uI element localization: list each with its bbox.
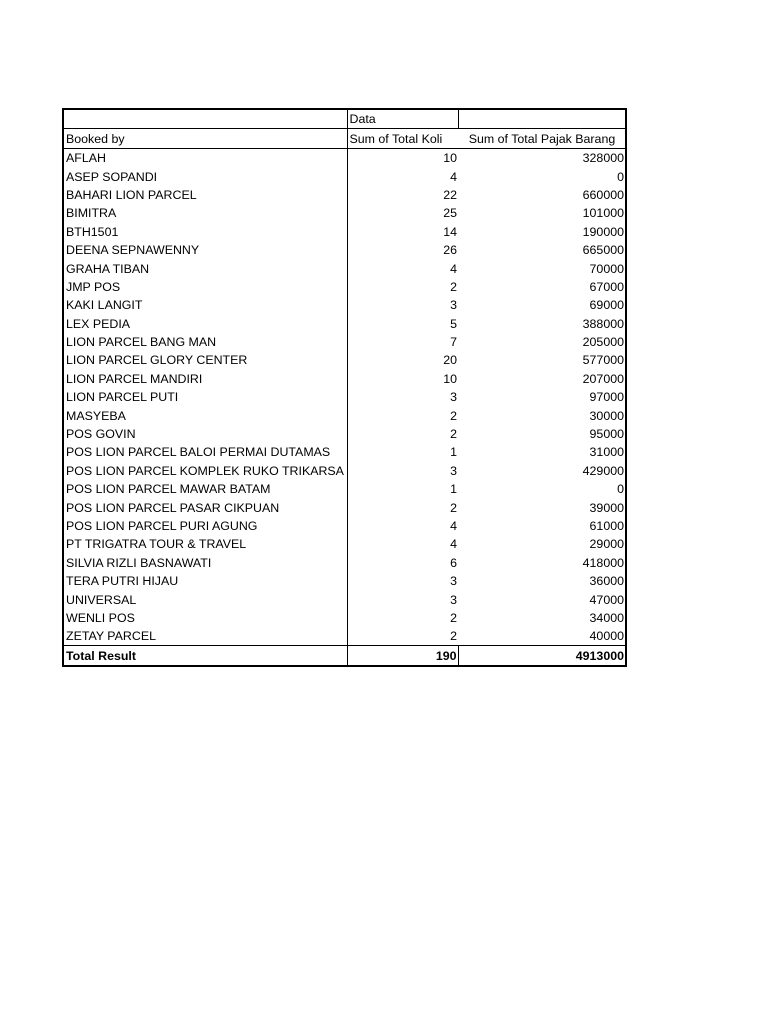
- table-row: [63, 222, 626, 240]
- total-pajak-barang-cell[interactable]: 39000: [589, 500, 624, 515]
- booked-by-cell[interactable]: GRAHA TIBAN: [66, 261, 150, 276]
- total-pajak-barang-cell[interactable]: 101000: [582, 206, 624, 221]
- total-koli-cell[interactable]: 2: [347, 609, 458, 627]
- table-row: [63, 461, 626, 479]
- total-pajak-barang-cell[interactable]: 577000: [582, 353, 624, 368]
- table-row: [63, 406, 626, 424]
- total-koli-cell[interactable]: 4: [347, 535, 458, 553]
- table-row: [63, 204, 626, 222]
- booked-by-cell[interactable]: LION PARCEL GLORY CENTER: [66, 353, 248, 368]
- total-koli-cell[interactable]: 14: [347, 222, 458, 240]
- total-koli-cell[interactable]: 10: [347, 148, 458, 167]
- table-row: [63, 498, 626, 516]
- booked-by-cell[interactable]: LION PARCEL BANG MAN: [66, 335, 217, 350]
- booked-by-cell[interactable]: POS LION PARCEL BALOI PERMAI DUTAMAS: [66, 445, 331, 460]
- total-koli-cell[interactable]: 2: [347, 627, 458, 646]
- header-sum-total-koli[interactable]: Sum of Total Koli: [347, 129, 458, 148]
- total-koli-cell[interactable]: 4: [347, 517, 458, 535]
- table-row: [63, 388, 626, 406]
- total-pajak-barang-cell[interactable]: 95000: [589, 427, 624, 442]
- total-pajak-barang-cell[interactable]: 429000: [582, 463, 624, 478]
- table-row: [63, 480, 626, 498]
- total-koli-cell[interactable]: 7: [347, 333, 458, 351]
- total-pajak-barang-cell[interactable]: 0: [617, 482, 624, 497]
- table-row: [63, 296, 626, 314]
- pivot-table: [62, 108, 627, 667]
- table-row: [63, 572, 626, 590]
- total-koli-cell[interactable]: 3: [347, 296, 458, 314]
- total-pajak-barang-cell[interactable]: 67000: [589, 279, 624, 294]
- total-pajak-barang-cell[interactable]: 34000: [589, 610, 624, 625]
- total-koli-cell[interactable]: 22: [347, 186, 458, 204]
- table-row: [63, 314, 626, 332]
- total-pajak-barang-cell[interactable]: 31000: [589, 445, 624, 460]
- total-pajak-barang-cell[interactable]: 70000: [589, 261, 624, 276]
- table-row: [63, 553, 626, 571]
- table-row: [63, 241, 626, 259]
- total-koli-cell[interactable]: 4: [347, 167, 458, 185]
- total-koli-cell[interactable]: 26: [347, 241, 458, 259]
- booked-by-cell[interactable]: DEENA SEPNAWENNY: [66, 243, 200, 258]
- total-pajak-barang-cell[interactable]: 47000: [589, 592, 624, 607]
- total-pajak-barang-cell[interactable]: 40000: [589, 629, 624, 644]
- booked-by-cell[interactable]: UNIVERSAL: [66, 592, 137, 607]
- booked-by-cell[interactable]: SILVIA RIZLI BASNAWATI: [66, 555, 212, 570]
- table-row: [63, 278, 626, 296]
- total-pajak-barang-cell[interactable]: 61000: [589, 518, 624, 533]
- table-row: [63, 517, 626, 535]
- total-pajak-barang-cell[interactable]: 660000: [582, 187, 624, 202]
- total-koli-cell[interactable]: 1: [347, 443, 458, 461]
- booked-by-cell[interactable]: LEX PEDIA: [66, 316, 131, 331]
- booked-by-cell[interactable]: MASYEBA: [66, 408, 126, 423]
- booked-by-cell[interactable]: ZETAY PARCEL: [66, 629, 156, 644]
- total-koli-cell[interactable]: 6: [347, 553, 458, 571]
- booked-by-cell[interactable]: AFLAH: [66, 151, 106, 166]
- booked-by-cell[interactable]: WENLI POS: [66, 610, 135, 625]
- header-booked-by[interactable]: Booked by: [63, 129, 347, 148]
- total-result-row: [63, 646, 626, 666]
- empty-corner-cell[interactable]: [63, 109, 347, 129]
- total-pajak-barang-cell[interactable]: 665000: [582, 243, 624, 258]
- pivot-column-header-row: [63, 129, 626, 148]
- total-koli-cell[interactable]: 2: [347, 425, 458, 443]
- booked-by-cell[interactable]: PT TRIGATRA TOUR & TRAVEL: [66, 537, 247, 552]
- total-koli-cell[interactable]: 10: [347, 369, 458, 387]
- total-pajak-barang-cell[interactable]: 328000: [582, 151, 624, 166]
- table-row: [63, 148, 626, 167]
- table-row: [63, 186, 626, 204]
- total-koli-cell[interactable]: 3: [347, 461, 458, 479]
- booked-by-cell[interactable]: POS LION PARCEL KOMPLEK RUKO TRIKARSA: [66, 463, 344, 478]
- booked-by-cell[interactable]: LION PARCEL PUTI: [66, 390, 179, 405]
- booked-by-cell[interactable]: ASEP SOPANDI: [66, 169, 158, 184]
- total-pajak-barang-cell[interactable]: 190000: [582, 224, 624, 239]
- total-pajak-barang-cell[interactable]: 29000: [589, 537, 624, 552]
- total-koli-cell[interactable]: 2: [347, 498, 458, 516]
- total-koli-cell[interactable]: 3: [347, 590, 458, 608]
- total-pajak-barang-cell[interactable]: 207000: [582, 371, 624, 386]
- total-pajak-barang-cell[interactable]: 388000: [582, 316, 624, 331]
- table-row: [63, 259, 626, 277]
- pivot-data-header-row: [63, 109, 626, 129]
- total-pajak-barang-sum[interactable]: 4913000: [458, 646, 626, 666]
- total-koli-cell[interactable]: 2: [347, 278, 458, 296]
- total-koli-cell[interactable]: 25: [347, 204, 458, 222]
- total-pajak-barang-cell[interactable]: 0: [617, 169, 624, 184]
- table-row: [63, 333, 626, 351]
- booked-by-cell[interactable]: POS LION PARCEL MAWAR BATAM: [66, 482, 271, 497]
- total-pajak-barang-cell[interactable]: 69000: [589, 298, 624, 313]
- total-koli-cell[interactable]: 3: [347, 388, 458, 406]
- booked-by-cell[interactable]: JMP POS: [66, 279, 121, 294]
- table-row: [63, 590, 626, 608]
- table-row: [63, 535, 626, 553]
- table-row: [63, 425, 626, 443]
- total-pajak-barang-cell[interactable]: 36000: [589, 574, 624, 589]
- table-row: [63, 167, 626, 185]
- booked-by-cell[interactable]: POS LION PARCEL PURI AGUNG: [66, 518, 258, 533]
- total-pajak-barang-cell[interactable]: 97000: [589, 390, 624, 405]
- table-row: [63, 369, 626, 387]
- booked-by-cell[interactable]: BIMITRA: [66, 206, 117, 221]
- booked-by-cell[interactable]: BAHARI LION PARCEL: [66, 187, 197, 202]
- data-field-label[interactable]: Data: [347, 109, 458, 129]
- total-pajak-barang-cell[interactable]: 30000: [589, 408, 624, 423]
- empty-data-cell[interactable]: [458, 109, 626, 129]
- booked-by-cell[interactable]: POS LION PARCEL PASAR CIKPUAN: [66, 500, 280, 515]
- booked-by-cell[interactable]: POS GOVIN: [66, 427, 136, 442]
- header-sum-total-pajak-barang[interactable]: Sum of Total Pajak Barang: [458, 129, 626, 148]
- table-row: [63, 443, 626, 461]
- total-koli-sum[interactable]: 190: [347, 646, 458, 666]
- total-koli-cell[interactable]: 20: [347, 351, 458, 369]
- booked-by-cell[interactable]: KAKI LANGIT: [66, 298, 143, 313]
- total-pajak-barang-cell[interactable]: 418000: [582, 555, 624, 570]
- booked-by-cell[interactable]: BTH1501: [66, 224, 119, 239]
- total-koli-cell[interactable]: 1: [347, 480, 458, 498]
- table-row: [63, 351, 626, 369]
- total-koli-cell[interactable]: 5: [347, 314, 458, 332]
- total-result-label[interactable]: Total Result: [63, 646, 347, 666]
- total-pajak-barang-cell[interactable]: 205000: [582, 335, 624, 350]
- table-row: [63, 627, 626, 646]
- total-koli-cell[interactable]: 3: [347, 572, 458, 590]
- total-koli-cell[interactable]: 4: [347, 259, 458, 277]
- total-koli-cell[interactable]: 2: [347, 406, 458, 424]
- booked-by-cell[interactable]: TERA PUTRI HIJAU: [66, 574, 179, 589]
- table-row: [63, 609, 626, 627]
- booked-by-cell[interactable]: LION PARCEL MANDIRI: [66, 371, 203, 386]
